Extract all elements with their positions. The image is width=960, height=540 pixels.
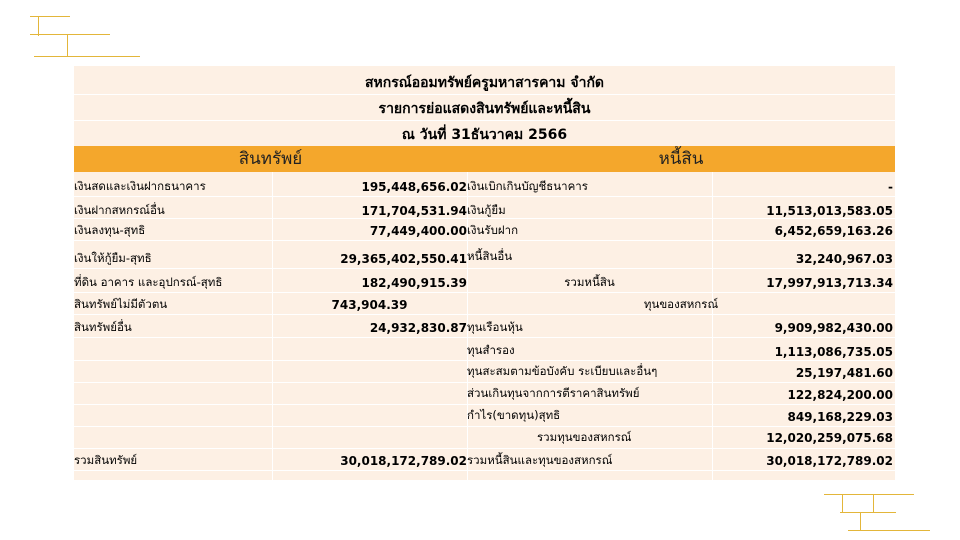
grand-total-value: 30,018,172,789.02 [766,454,893,468]
total-equity-value: 12,020,259,075.68 [766,431,893,445]
asset-label: เงินสดและเงินฝากธนาคาร [74,179,206,193]
liability-value: 6,452,659,163.26 [774,224,893,238]
asset-value: 24,932,830.87 [369,321,467,335]
equity-label: ทุนสำรอง [467,343,515,357]
report-subtitle: รายการย่อแสดงสินทรัพย์และหนี้สิน [378,101,591,117]
asset-label: เงินลงทุน-สุทธิ [74,223,146,237]
liability-label: เงินรับฝาก [467,223,519,237]
asset-value: 182,490,915.39 [361,276,467,290]
asset-label: ที่ดิน อาคาร และอุปกรณ์-สุทธิ [74,275,223,289]
equity-label: ทุนเรือนหุ้น [467,320,523,334]
liability-label: หนี้สินอื่น [467,249,513,263]
total-equity-label: รวมทุนของสหกรณ์ [537,430,632,444]
assets-header: สินทรัพย์ [74,146,467,172]
assets-total-label: รวมสินทรัพย์ [74,453,138,467]
asset-value: 195,448,656.02 [361,180,467,194]
report-date: ณ วันที่ 31ธันวาคม 2566 [401,127,568,143]
equity-label: ทุนสะสมตามข้อบังคับ ระเบียบและอื่นๆ [467,364,658,378]
liability-value: 32,240,967.03 [795,252,893,266]
asset-label: สินทรัพย์ไม่มีตัวตน [74,297,168,311]
liability-value: 11,513,013,583.05 [766,204,893,218]
balance-sheet [74,66,895,480]
equity-label: กำไร(ขาดทุน)สุทธิ [467,408,561,422]
report-title: สหกรณ์ออมทรัพย์ครูมหาสารคาม จำกัด [364,75,605,91]
asset-label: เงินฝากสหกรณ์อื่น [74,203,165,217]
asset-label: เงินให้กู้ยืม-สุทธิ [74,251,152,265]
grand-total-label: รวมหนี้สินและทุนของสหกรณ์ [467,453,613,467]
liability-value: - [888,180,893,194]
equity-value: 849,168,229.03 [787,410,893,424]
total-liabilities-value: 17,997,913,713.34 [766,276,893,290]
equity-value: 9,909,982,430.00 [774,321,893,335]
liability-label: เงินกู้ยืม [467,203,506,217]
equity-value: 25,197,481.60 [795,366,893,380]
equity-section-header: ทุนของสหกรณ์ [643,297,719,311]
equity-value: 1,113,086,735.05 [774,345,893,359]
liability-label: เงินเบิกเกินบัญชีธนาคาร [467,179,588,193]
liabilities-header: หนี้สิน [467,146,895,172]
equity-label: ส่วนเกินทุนจากการตีราคาสินทรัพย์ [467,386,640,400]
asset-label: สินทรัพย์อื่น [74,320,132,334]
total-liabilities-label: รวมหนี้สิน [564,275,615,289]
assets-total-value: 30,018,172,789.02 [340,454,467,468]
asset-value: 171,704,531.94 [361,204,467,218]
asset-value: 77,449,400.00 [369,224,467,238]
equity-value: 122,824,200.00 [787,388,893,402]
asset-value: 29,365,402,550.41 [340,252,467,266]
asset-value: 743,904.39 [331,298,408,312]
